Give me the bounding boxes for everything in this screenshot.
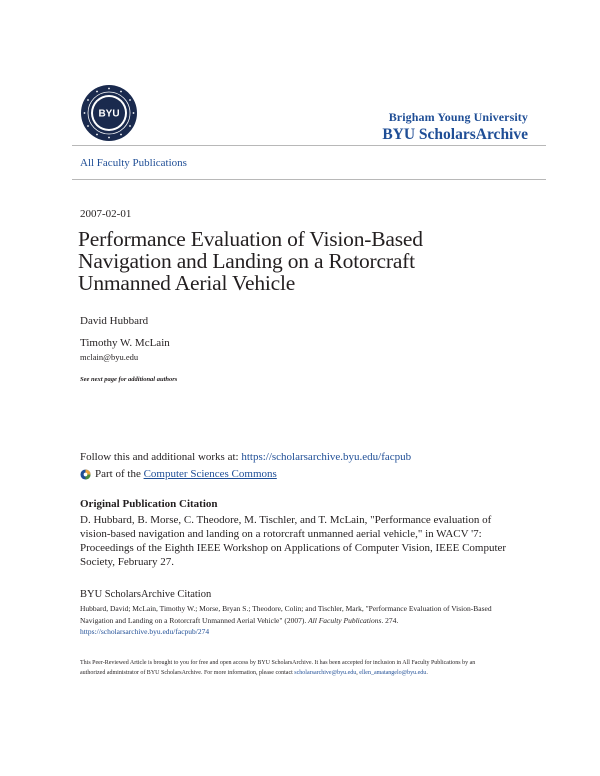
paper-title: Performance Evaluation of Vision-Based Navigation and Landing on a Rotorcraft Unmanned Aerial Vehicle	[78, 227, 423, 295]
byu-citation-journal: All Faculty Publications	[308, 615, 382, 625]
footer-email-2[interactable]: ellen_amatangelo@byu.edu	[359, 670, 427, 676]
original-citation-body: D. Hubbard, B. Morse, C. Theodore, M. Tischler, and T. McLain, "Performance evaluation of vision-based navigation and landing on a rotorcraft unmanned aerial vehicle," in WACV '7: Proceedings of the Eighth IEEE Workshop on Applications of Computer Vision, IEEE Computer Society, February 27.	[80, 514, 507, 568]
facpub-link[interactable]: https://scholarsarchive.byu.edu/facpub	[241, 451, 412, 463]
byu-citation-number: . 274.	[381, 615, 399, 625]
byu-citation-heading: BYU ScholarsArchive Citation	[80, 589, 212, 600]
footer-text: This Peer-Reviewed Article is brought to you for free and open access by BYU ScholarsArchive. It has been accepted for inclusion in All Faculty Publications by an authorized administrator of BYU ScholarsArchive. For more information, please contact	[80, 660, 476, 676]
commons-network-icon	[80, 469, 91, 480]
footer-email-1[interactable]: scholarsarchive@byu.edu	[294, 670, 357, 676]
byu-seal-logo	[80, 84, 138, 142]
author-hubbard: David Hubbard	[80, 315, 149, 327]
commons-link[interactable]: Computer Sciences Commons	[143, 468, 277, 480]
follow-line	[80, 451, 411, 463]
archive-name[interactable]: BYU ScholarsArchive	[382, 126, 528, 143]
author-email: mclain@byu.edu	[80, 352, 139, 362]
byu-citation-main: Hubbard, David; McLain, Timothy W.; Morse, Bryan S.; Theodore, Colin; and Tischler, Mark, "Performance Evaluation of Vision-Based Navigation and Landing on a Rotorcraft Unmanned Aerial Vehicle" (2007).	[80, 604, 492, 625]
part-of-prefix: Part of the	[95, 468, 141, 480]
footer-sep: ,	[356, 670, 360, 676]
original-citation-heading: Original Publication Citation	[80, 498, 218, 510]
footer-notice	[80, 658, 490, 678]
part-of-line	[80, 468, 277, 480]
author-mclain: Timothy W. McLain	[80, 337, 170, 349]
collection-link[interactable]: All Faculty Publications	[80, 157, 187, 169]
byu-citation-url[interactable]: https://scholarsarchive.byu.edu/facpub/274	[80, 627, 210, 636]
publication-date: 2007-02-01	[80, 208, 132, 220]
collection-divider	[72, 179, 546, 180]
see-next-note: See next page for additional authors	[80, 376, 178, 383]
header-divider	[72, 145, 546, 146]
follow-text: Follow this and additional works at:	[80, 451, 242, 463]
institution-name[interactable]: Brigham Young University	[388, 110, 528, 124]
byu-citation-body	[80, 603, 520, 638]
institution-block	[382, 110, 528, 144]
seal-text: BYU	[98, 108, 120, 120]
footer-end: .	[426, 670, 428, 676]
